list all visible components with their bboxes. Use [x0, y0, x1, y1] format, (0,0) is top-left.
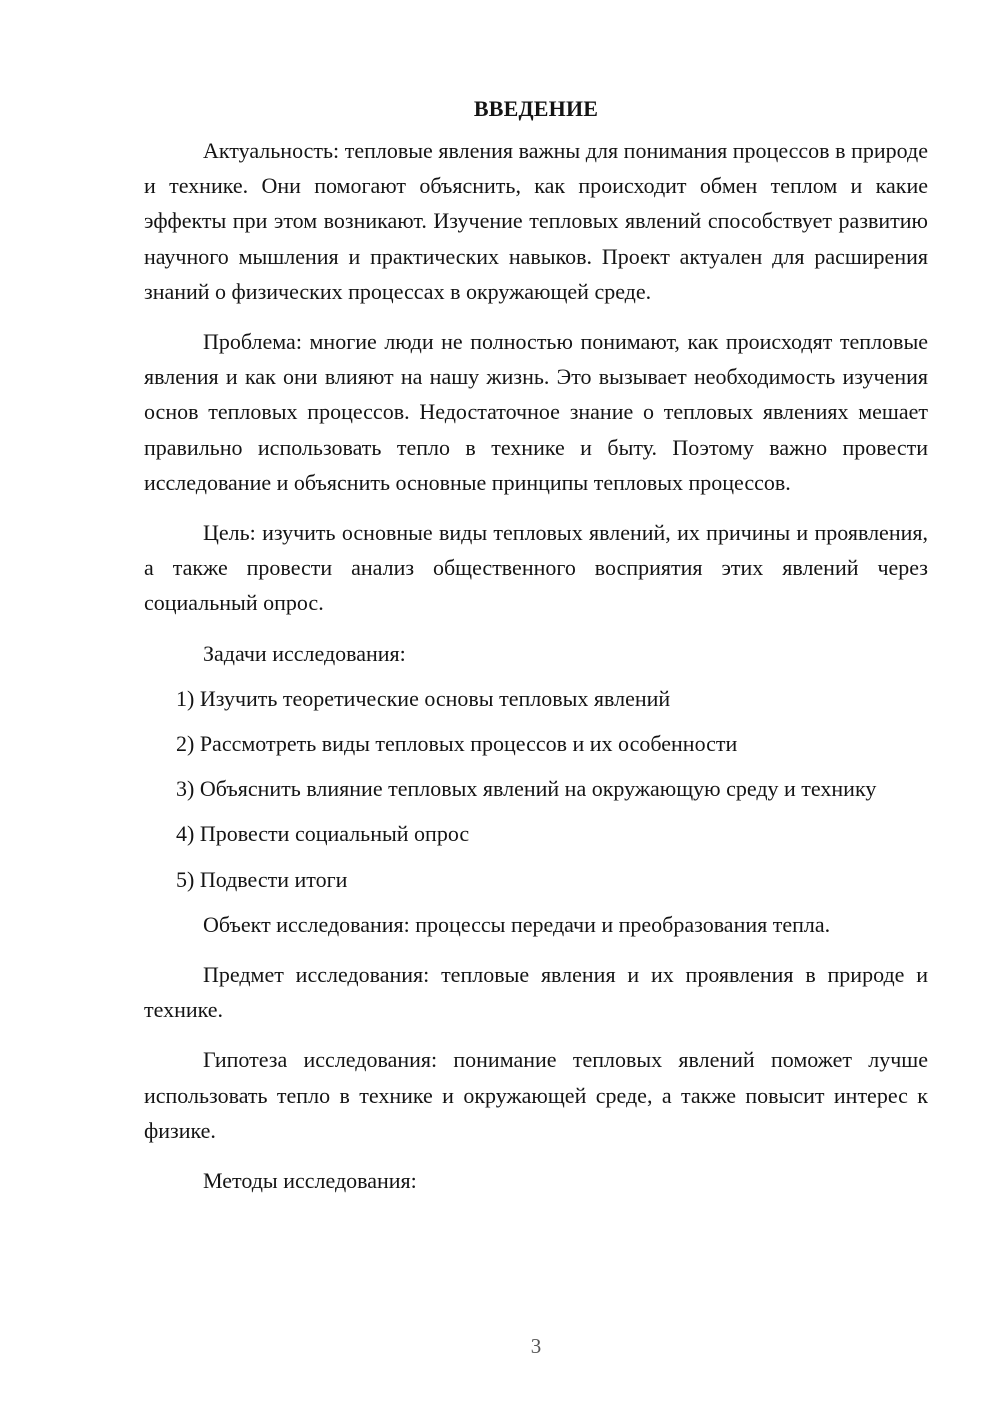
task-item-5: 5) Подвести итоги: [176, 866, 348, 892]
object-paragraph: Объект исследования: процессы передачи и преобразования тепла.: [203, 911, 831, 937]
task-item-1: 1) Изучить теоретические основы тепловых явлений: [176, 685, 671, 711]
goal-paragraph: Цель: изучить основные виды тепловых явлений, их причины и проявления, а также провести анализ общественного восприятия этих явлений через социальный опрос.: [144, 520, 928, 616]
relevance-paragraph: Актуальность: тепловые явления важны для понимания процессов в природе и технике. Они помогают объяснить, как происходит обмен теплом и какие эффекты при этом возникают. Изучение тепловых явлений способствует развитию научного мышления и практических навыков. Проект актуален для расширения знаний о физических процессах в окружающей среде.: [144, 138, 928, 304]
page-number: 3: [530, 1334, 542, 1358]
task-item-4: 4) Провести социальный опрос: [176, 821, 470, 847]
problem-paragraph: Проблема: многие люди не полностью понимают, как происходят тепловые явления и как они влияют на нашу жизнь. Это вызывает необходимость изучения основ тепловых процессов. Недостаточное знание о тепловых явлениях мешает правильно использовать тепло в технике и быту. Поэтому важно провести исследование и объяснить основные принципы тепловых процессов.: [144, 329, 928, 495]
task-item-2: 2) Рассмотреть виды тепловых процессов и их особенности: [176, 731, 738, 757]
subject-paragraph: Предмет исследования: тепловые явления и их проявления в природе и технике.: [144, 962, 928, 1023]
hypothesis-paragraph: Гипотеза исследования: понимание тепловых явлений поможет лучше использовать тепло в технике и окружающей среде, а также повысит интерес к физике.: [144, 1047, 928, 1143]
methods-heading: Методы исследования:: [203, 1168, 417, 1194]
section-title: ВВЕДЕНИЕ: [473, 96, 599, 121]
tasks-heading: Задачи исследования:: [203, 640, 406, 666]
task-item-3: 3) Объяснить влияние тепловых явлений на окружающую среду и технику: [176, 776, 877, 802]
page-content: [144, 91, 928, 1208]
